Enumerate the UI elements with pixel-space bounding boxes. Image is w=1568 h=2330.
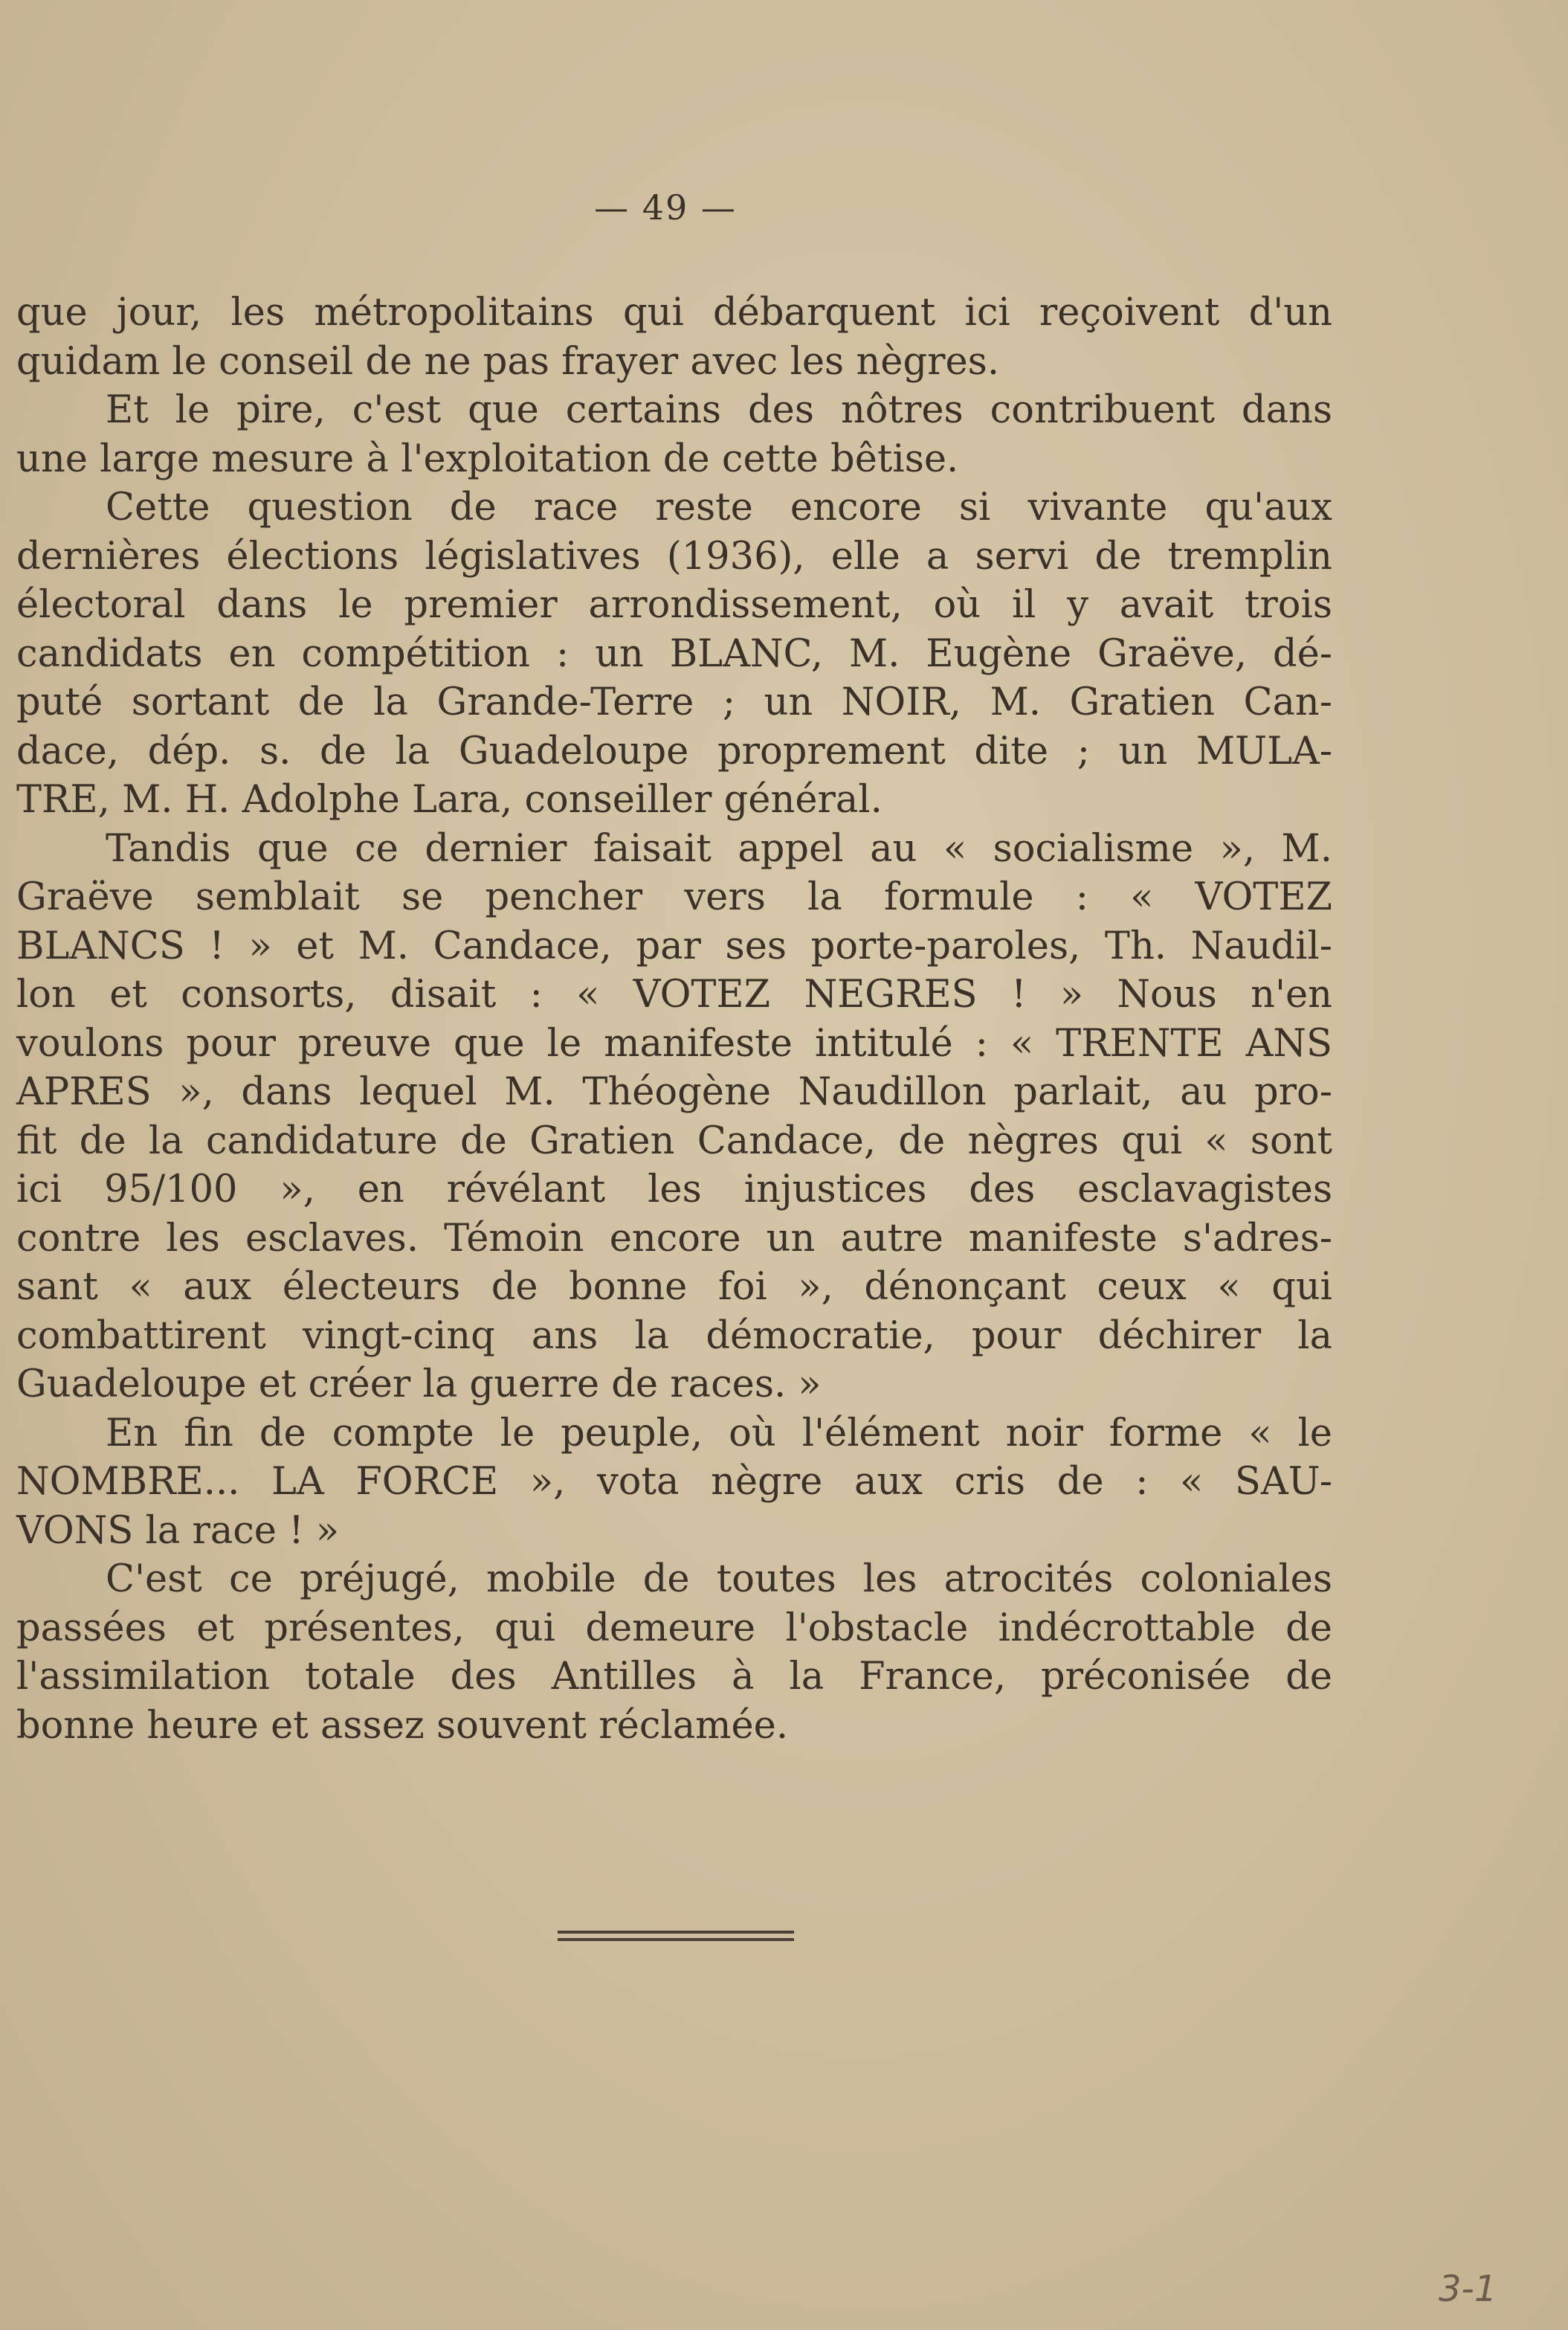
text-line: bonne heure et assez souvent réclamée.: [16, 1703, 789, 1748]
text-line: candidats en compétition : un BLANC, M. Eugène Graëve, dé-: [16, 631, 1332, 676]
text-line: Et le pire, c'est que certains des nôtres contribuent dans: [106, 388, 1332, 432]
text-line: En fin de compte le peuple, où l'élément noir forme « le: [106, 1411, 1332, 1455]
text-line: Graëve semblait se pencher vers la formule : « VOTEZ: [16, 875, 1332, 919]
text-line: APRES », dans lequel M. Théogène Naudillon parlait, au pro-: [16, 1070, 1332, 1114]
handwritten-note: 3-1: [1439, 2268, 1497, 2310]
text-line: TRE, M. H. Adolphe Lara, conseiller général.: [16, 778, 883, 822]
text-line: NOMBRE... LA FORCE », vota nègre aux cris de : « SAU-: [16, 1460, 1332, 1504]
text-line: C'est ce préjugé, mobile de toutes les atrocités coloniales: [106, 1557, 1332, 1601]
text-line: une large mesure à l'exploitation de cette bêtise.: [16, 437, 959, 481]
text-line: Guadeloupe et créer la guerre de races. »: [16, 1362, 822, 1406]
text-line: électoral dans le premier arrondissement, où il y avait trois: [16, 583, 1332, 627]
text-line: passées et présentes, qui demeure l'obstacle indécrottable de: [16, 1606, 1332, 1650]
text-line: combattirent vingt-cinq ans la démocratie, pour déchirer la: [16, 1313, 1332, 1358]
text-line: dernières élections législatives (1936), elle a servi de tremplin: [16, 534, 1332, 579]
text-line: que jour, les métropolitains qui débarquent ici reçoivent d'un: [16, 291, 1332, 335]
text-line: sant « aux électeurs de bonne foi », dénonçant ceux « qui: [16, 1265, 1332, 1309]
text-line: voulons pour preuve que le manifeste intitulé : « TRENTE ANS: [16, 1021, 1332, 1066]
text-line: Cette question de race reste encore si vivante qu'aux: [106, 486, 1332, 530]
text-line: BLANCS ! » et M. Candace, par ses porte-paroles, Th. Naudil-: [16, 924, 1332, 968]
text-line: quidam le conseil de ne pas frayer avec les nègres.: [16, 339, 1000, 384]
page-number: — 49 —: [594, 187, 737, 228]
text-line: dace, dép. s. de la Guadeloupe proprement dite ; un MULA-: [16, 729, 1332, 773]
body-text: [16, 289, 1332, 1750]
text-line: l'assimilation totale des Antilles à la France, préconisée de: [16, 1655, 1332, 1699]
text-line: Tandis que ce dernier faisait appel au « socialisme », M.: [106, 826, 1332, 871]
text-line: puté sortant de la Grande-Terre ; un NOIR, M. Gratien Can-: [16, 680, 1332, 724]
section-divider: [558, 1931, 794, 1941]
text-line: contre les esclaves. Témoin encore un autre manifeste s'adres-: [16, 1216, 1332, 1261]
text-line: VONS la race ! »: [16, 1508, 340, 1553]
text-line: lon et consorts, disait : « VOTEZ NEGRES ! » Nous n'en: [16, 973, 1332, 1017]
text-line: ici 95/100 », en révélant les injustices des esclavagistes: [16, 1168, 1332, 1211]
text-line: fit de la candidature de Gratien Candace, de nègres qui « sont: [16, 1119, 1332, 1163]
